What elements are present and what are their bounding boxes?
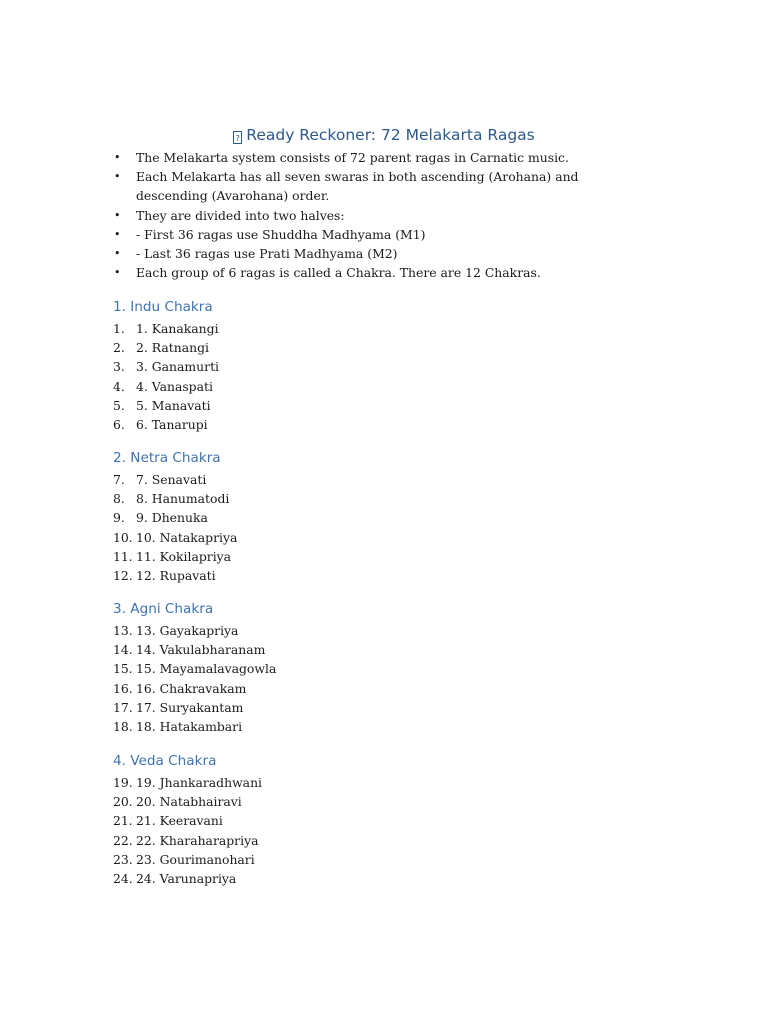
list-number: 4. <box>113 378 125 394</box>
raga-list-item <box>113 319 673 338</box>
intro-bullet <box>114 263 634 282</box>
raga-list-item <box>113 621 673 640</box>
intro-bullet-list <box>114 148 634 282</box>
raga-name: 5. Manavati <box>136 397 211 413</box>
raga-name: 1. Kanakangi <box>136 321 219 336</box>
raga-list-item <box>113 869 673 888</box>
intro-bullet <box>114 167 634 205</box>
raga-name: 4. Vanaspati <box>136 378 213 394</box>
raga-name: 9. Dhenuka <box>136 510 208 526</box>
list-number: 14. <box>113 642 133 658</box>
raga-list <box>113 470 673 585</box>
raga-list-item <box>113 566 673 585</box>
list-number: 9. <box>113 510 125 526</box>
intro-bullet-text: They are divided into two halves: <box>136 207 345 223</box>
raga-list-item <box>113 415 673 434</box>
raga-name: 11. Kokilapriya <box>136 548 232 564</box>
raga-list-item <box>113 338 673 357</box>
list-number: 15. <box>113 661 133 677</box>
chakra-section-agni <box>113 599 673 736</box>
raga-name: 17. Suryakantam <box>136 699 244 715</box>
bullet-icon: • <box>114 266 121 280</box>
list-number: 21. <box>113 813 133 829</box>
raga-list-item <box>113 357 673 376</box>
raga-list <box>113 319 673 434</box>
raga-list <box>113 621 673 736</box>
bullet-icon: • <box>114 170 121 184</box>
list-number: 5. <box>113 397 125 413</box>
raga-list-item <box>113 528 673 547</box>
raga-list-item <box>113 773 673 792</box>
intro-bullet-text: - First 36 ragas use Shuddha Madhyama (M1) <box>136 226 426 242</box>
bullet-icon: • <box>114 247 121 261</box>
intro-bullet-text: Each Melakarta has all seven swaras in both ascending (Arohana) and descending (Avarohana) order. <box>136 169 579 204</box>
bullet-icon: • <box>114 208 121 222</box>
list-number: 17. <box>113 699 133 715</box>
list-number: 23. <box>113 851 133 867</box>
list-number: 3. <box>113 359 125 375</box>
raga-name: 19. Jhankaradhwani <box>136 775 263 790</box>
list-number: 2. <box>113 340 125 356</box>
intro-bullet-text: The Melakarta system consists of 72 parent ragas in Carnatic music. <box>136 150 569 165</box>
raga-list-item <box>113 792 673 811</box>
intro-bullet <box>114 206 634 225</box>
list-number: 18. <box>113 719 133 735</box>
raga-list <box>113 773 673 888</box>
raga-list-item <box>113 698 673 717</box>
missing-glyph-icon: ? <box>233 131 242 144</box>
chakra-heading: 2. Netra Chakra <box>113 450 221 466</box>
raga-name: 2. Ratnangi <box>136 340 209 356</box>
list-number: 10. <box>113 529 133 545</box>
raga-name: 24. Varunapriya <box>136 871 237 887</box>
raga-list-item <box>113 547 673 566</box>
raga-name: 10. Natakapriya <box>136 529 238 545</box>
raga-name: 21. Keeravani <box>136 813 223 829</box>
list-number: 12. <box>113 568 133 584</box>
raga-name: 7. Senavati <box>136 472 207 487</box>
raga-list-item <box>113 470 673 489</box>
intro-bullet-text: Each group of 6 ragas is called a Chakra. There are 12 Chakras. <box>136 265 541 281</box>
raga-name: 12. Rupavati <box>136 568 216 584</box>
raga-list-item <box>113 377 673 396</box>
raga-name: 18. Hatakambari <box>136 719 243 735</box>
raga-name: 23. Gourimanohari <box>136 851 255 867</box>
chakra-heading: 3. Agni Chakra <box>113 601 214 617</box>
bullet-icon: • <box>114 151 121 164</box>
chakra-heading: 4. Veda Chakra <box>113 753 217 769</box>
list-number: 11. <box>113 548 133 564</box>
intro-bullet-text: - Last 36 ragas use Prati Madhyama (M2) <box>136 246 398 262</box>
intro-bullet <box>114 244 634 263</box>
chakra-heading: 1. Indu Chakra <box>113 299 213 315</box>
raga-list-item <box>113 508 673 527</box>
raga-name: 3. Ganamurti <box>136 359 220 375</box>
chakra-section-indu <box>113 297 673 434</box>
intro-bullet <box>114 225 634 244</box>
raga-list-item <box>113 679 673 698</box>
document-title-text: Ready Reckoner: 72 Melakarta Ragas <box>246 126 535 144</box>
raga-name: 8. Hanumatodi <box>136 491 230 507</box>
list-number: 13. <box>113 623 133 638</box>
list-number: 7. <box>113 472 125 487</box>
raga-list-item <box>113 640 673 659</box>
raga-list-item <box>113 831 673 850</box>
raga-list-item <box>113 489 673 508</box>
bullet-icon: • <box>114 227 121 241</box>
raga-list-item <box>113 659 673 678</box>
raga-name: 6. Tanarupi <box>136 417 208 433</box>
raga-name: 13. Gayakapriya <box>136 623 239 638</box>
list-number: 1. <box>113 321 125 336</box>
raga-name: 15. Mayamalavagowla <box>136 661 277 677</box>
intro-bullet <box>114 148 634 167</box>
document-title <box>0 124 768 146</box>
raga-name: 20. Natabhairavi <box>136 794 242 810</box>
list-number: 8. <box>113 491 125 507</box>
raga-name: 22. Kharaharapriya <box>136 832 259 848</box>
raga-name: 16. Chakravakam <box>136 680 247 696</box>
raga-list-item <box>113 811 673 830</box>
raga-list-item <box>113 396 673 415</box>
chakra-section-netra <box>113 448 673 585</box>
list-number: 24. <box>113 871 133 887</box>
list-number: 19. <box>113 775 133 790</box>
list-number: 22. <box>113 832 133 848</box>
chakra-section-veda <box>113 751 673 888</box>
raga-list-item <box>113 850 673 869</box>
list-number: 6. <box>113 417 125 433</box>
list-number: 16. <box>113 680 133 696</box>
raga-name: 14. Vakulabharanam <box>136 642 266 658</box>
raga-list-item <box>113 717 673 736</box>
list-number: 20. <box>113 794 133 810</box>
